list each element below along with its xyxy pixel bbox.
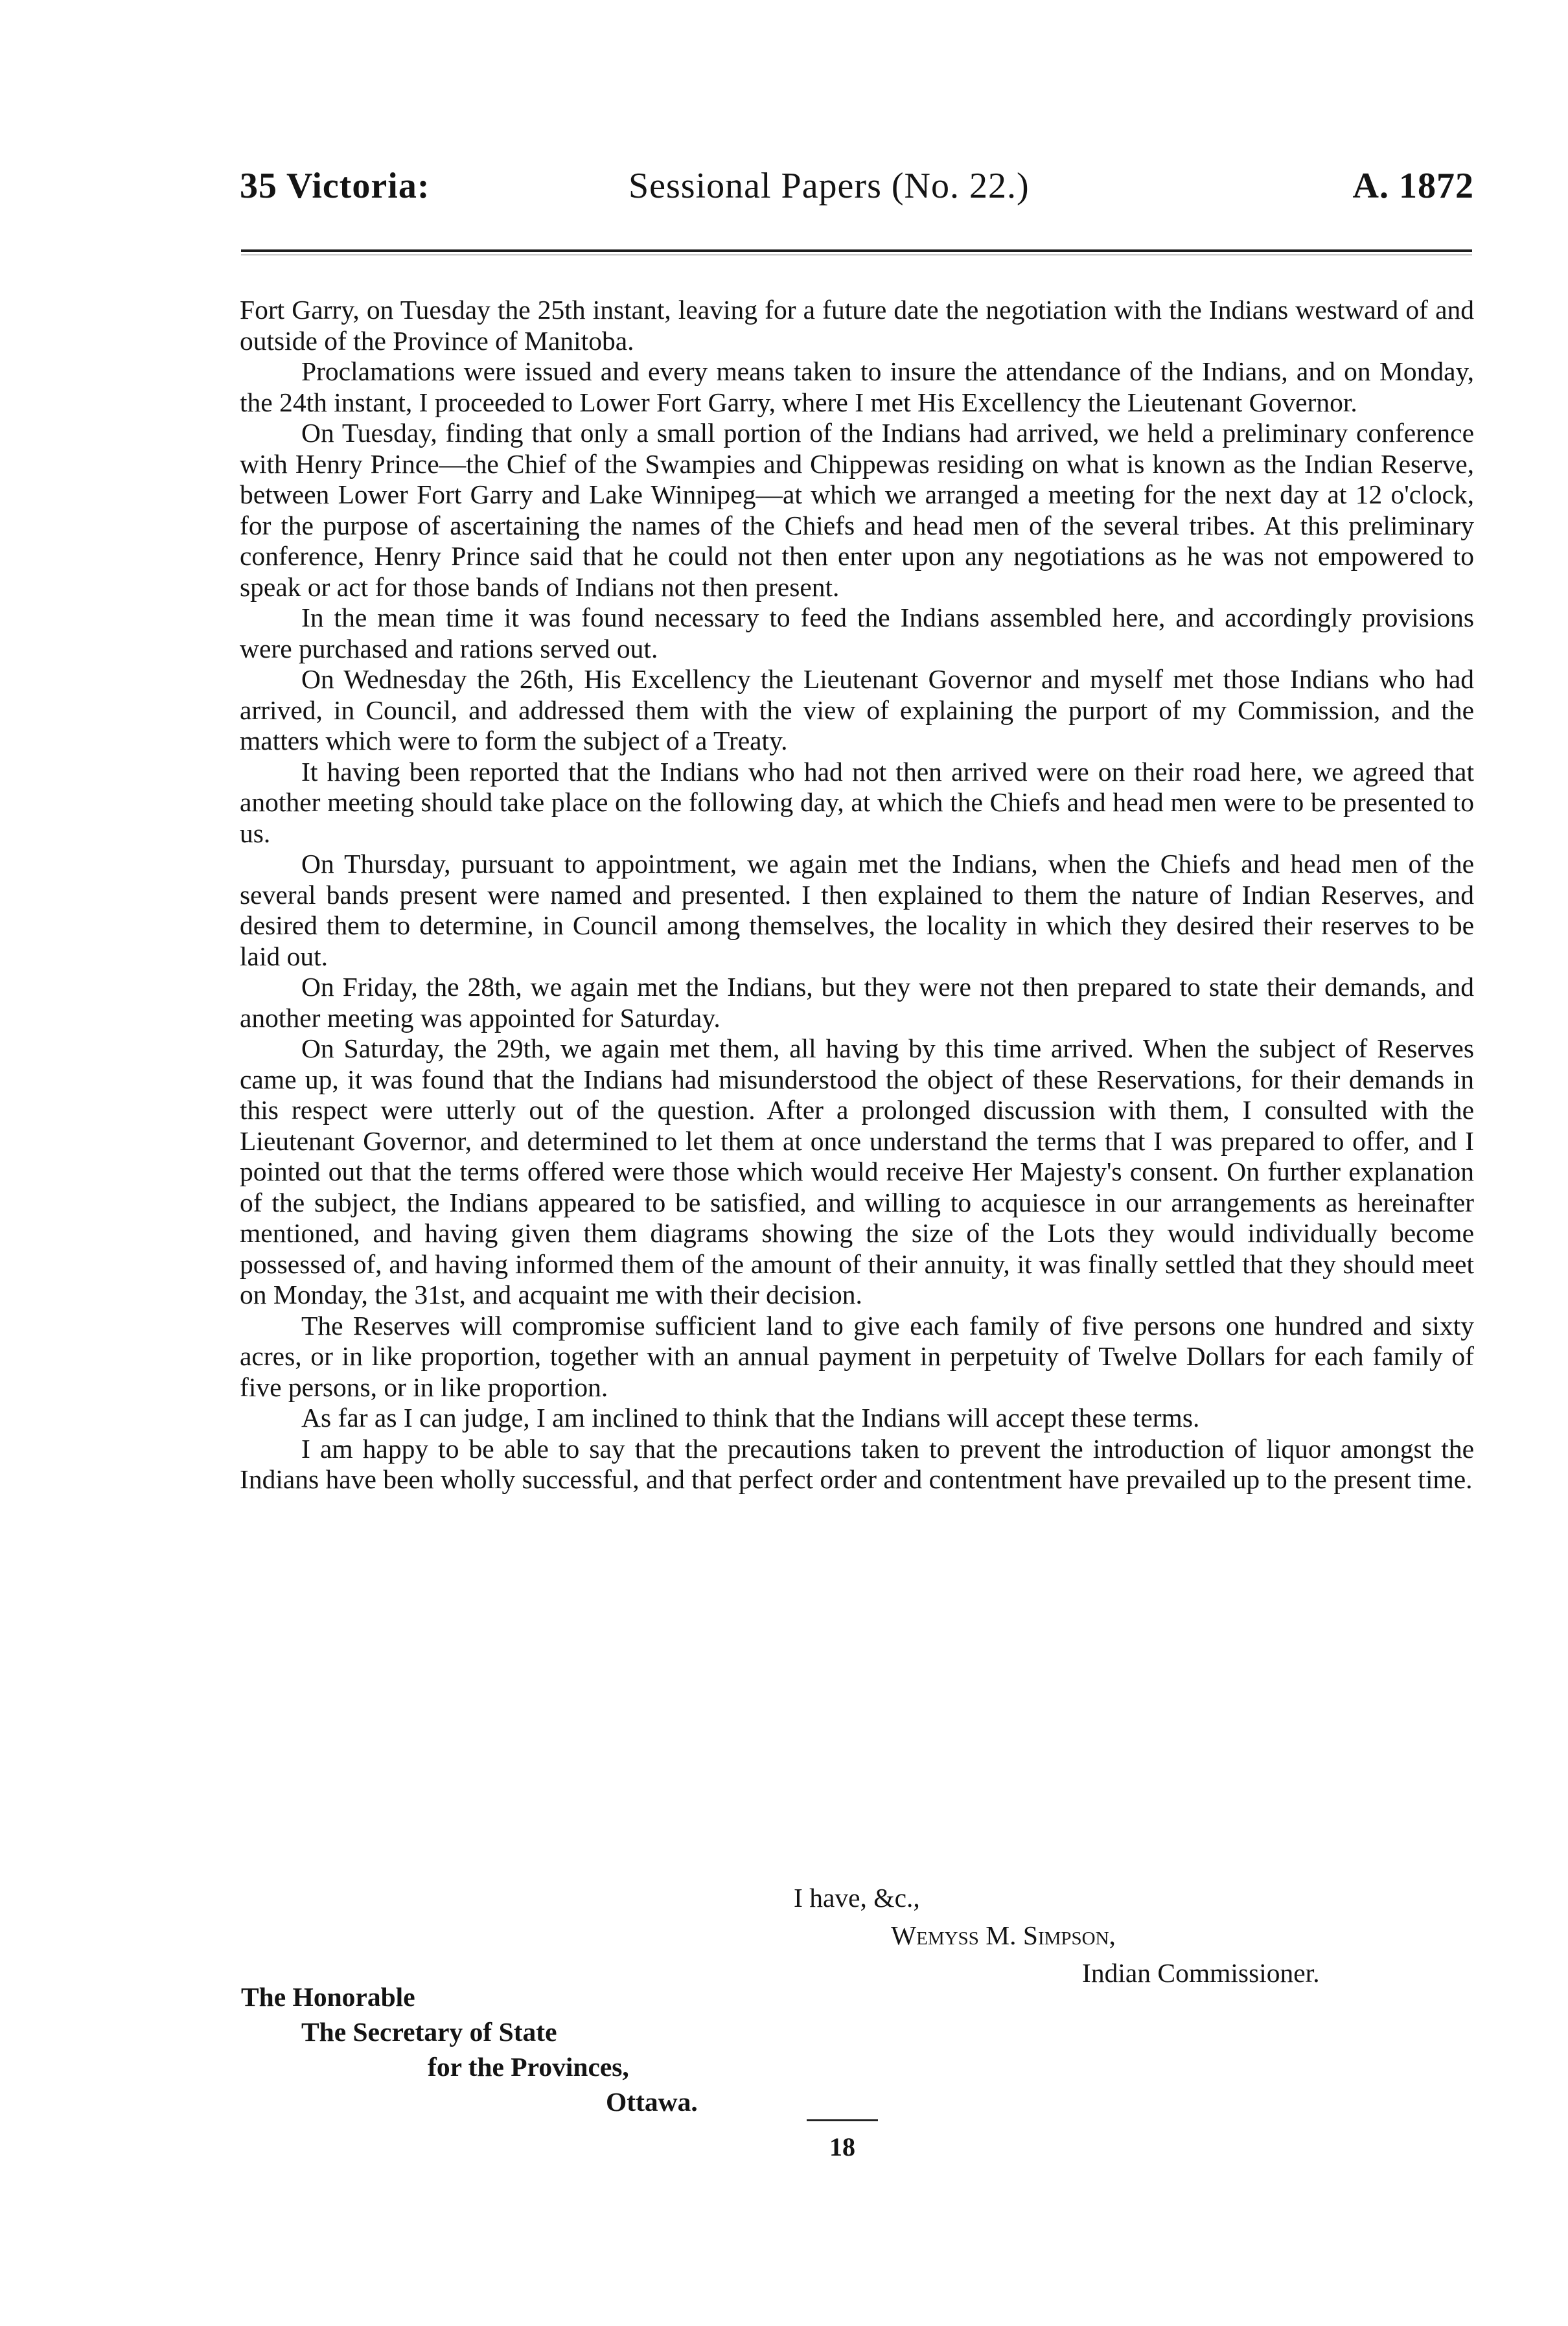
running-header bbox=[240, 165, 1474, 217]
paragraph: On Saturday, the 29th, we again met them, all having by this time arrived. When the subject of Reserves came up, it was found that the Indians had misunderstood the object of these Reservations, for their demands in this respect were utterly out of the question. After a prolonged discussion with them, I consulted with the Lieutenant Governor, and determined to let them at once understand the terms that I was prepared to offer, and I pointed out that the terms offered were those which would receive Her Majesty's consent. On further explanation of the subject, the Indians appeared to be satisfied, and willing to acquiesce in our arrangements as hereinafter mentioned, and having given them diagrams showing the size of the Lots they would individually become possessed of, and having informed them of the amount of their annuity, it was finally settled that they should meet on Monday, the 31st, and acquaint me with their decision. bbox=[240, 1033, 1474, 1309]
paragraph: On Thursday, pursuant to appointment, we again met the Indians, when the Chiefs and head men of the several bands present were named and presented. I then explained to them the nature of Indian Reserves, and desired them to determine, in Council among themselves, the locality in which they desired their reserves to be laid out. bbox=[240, 849, 1474, 971]
header-year: A. 1872 bbox=[1352, 166, 1474, 206]
recipient-line-4: Ottawa. bbox=[606, 2087, 698, 2117]
recipient-line-3: for the Provinces, bbox=[428, 2052, 629, 2082]
paragraph: The Reserves will compromise sufficient land to give each family of five persons one hundred and sixty acres, or in like proportion, together with an annual payment in perpetuity of Twelve Dollars for each family of five persons, or in like proportion. bbox=[240, 1310, 1474, 1402]
header-title: Sessional Papers (No. 22.) bbox=[628, 166, 1030, 206]
signatory-name: Wemyss M. Simpson, bbox=[891, 1920, 1116, 1950]
recipient-line-1: The Honorable bbox=[241, 1982, 415, 2012]
header-rule bbox=[241, 249, 1472, 252]
paragraph: I am happy to be able to say that the precautions taken to prevent the introduction of liquor amongst the Indians have been wholly successful, and that perfect order and contentment have prevailed up to the present time. bbox=[240, 1433, 1474, 1494]
paragraph: Proclamations were issued and every means taken to insure the attendance of the Indians, and on Monday, the 24th instant, I proceeded to Lower Fort Garry, where I met His Excellency the Lieutenant Governor. bbox=[240, 356, 1474, 417]
letter-body bbox=[240, 295, 1474, 1495]
paragraph: On Wednesday the 26th, His Excellency the Lieutenant Governor and myself met those Indians who had arrived, in Council, and addressed them with the view of explaining the purport of my Commission, and the matters which were to form the subject of a Treaty. bbox=[240, 664, 1474, 755]
paragraph: It having been reported that the Indians who had not then arrived were on their road here, we agreed that another meeting should take place on the following day, at which the Chiefs and head men were to be presented to us. bbox=[240, 756, 1474, 848]
paragraph: On Tuesday, finding that only a small portion of the Indians had arrived, we held a preliminary conference with Henry Prince—the Chief of the Swampies and Chippewas residing on what is known as the Indian Reserve, between Lower Fort Garry and Lake Winnipeg—at which we arranged a meeting for the next day at 12 o'clock, for the purpose of ascertaining the names of the Chiefs and head men of the several tribes. At this preliminary conference, Henry Prince said that he could not then enter upon any negotiations as he was not empowered to speak or act for those bands of Indians not then present. bbox=[240, 418, 1474, 602]
signatory-title: Indian Commissioner. bbox=[1082, 1958, 1320, 1988]
header-session: 35 Victoria: bbox=[240, 166, 430, 206]
closing-salutation: I have, &c., bbox=[794, 1883, 920, 1913]
page-number-rule bbox=[807, 2119, 878, 2121]
page-number: 18 bbox=[829, 2132, 855, 2161]
paragraph: On Friday, the 28th, we again met the Indians, but they were not then prepared to state their demands, and another meeting was appointed for Saturday. bbox=[240, 972, 1474, 1033]
paragraph: As far as I can judge, I am inclined to think that the Indians will accept these terms. bbox=[301, 1403, 1200, 1433]
recipient-line-2: The Secretary of State bbox=[301, 2017, 557, 2047]
paragraph: Fort Garry, on Tuesday the 25th instant, leaving for a future date the negotiation with the Indians westward of and outside of the Province of Manitoba. bbox=[240, 295, 1474, 356]
paragraph: In the mean time it was found necessary to feed the Indians assembled here, and accordingly provisions were purchased and rations served out. bbox=[240, 603, 1474, 663]
